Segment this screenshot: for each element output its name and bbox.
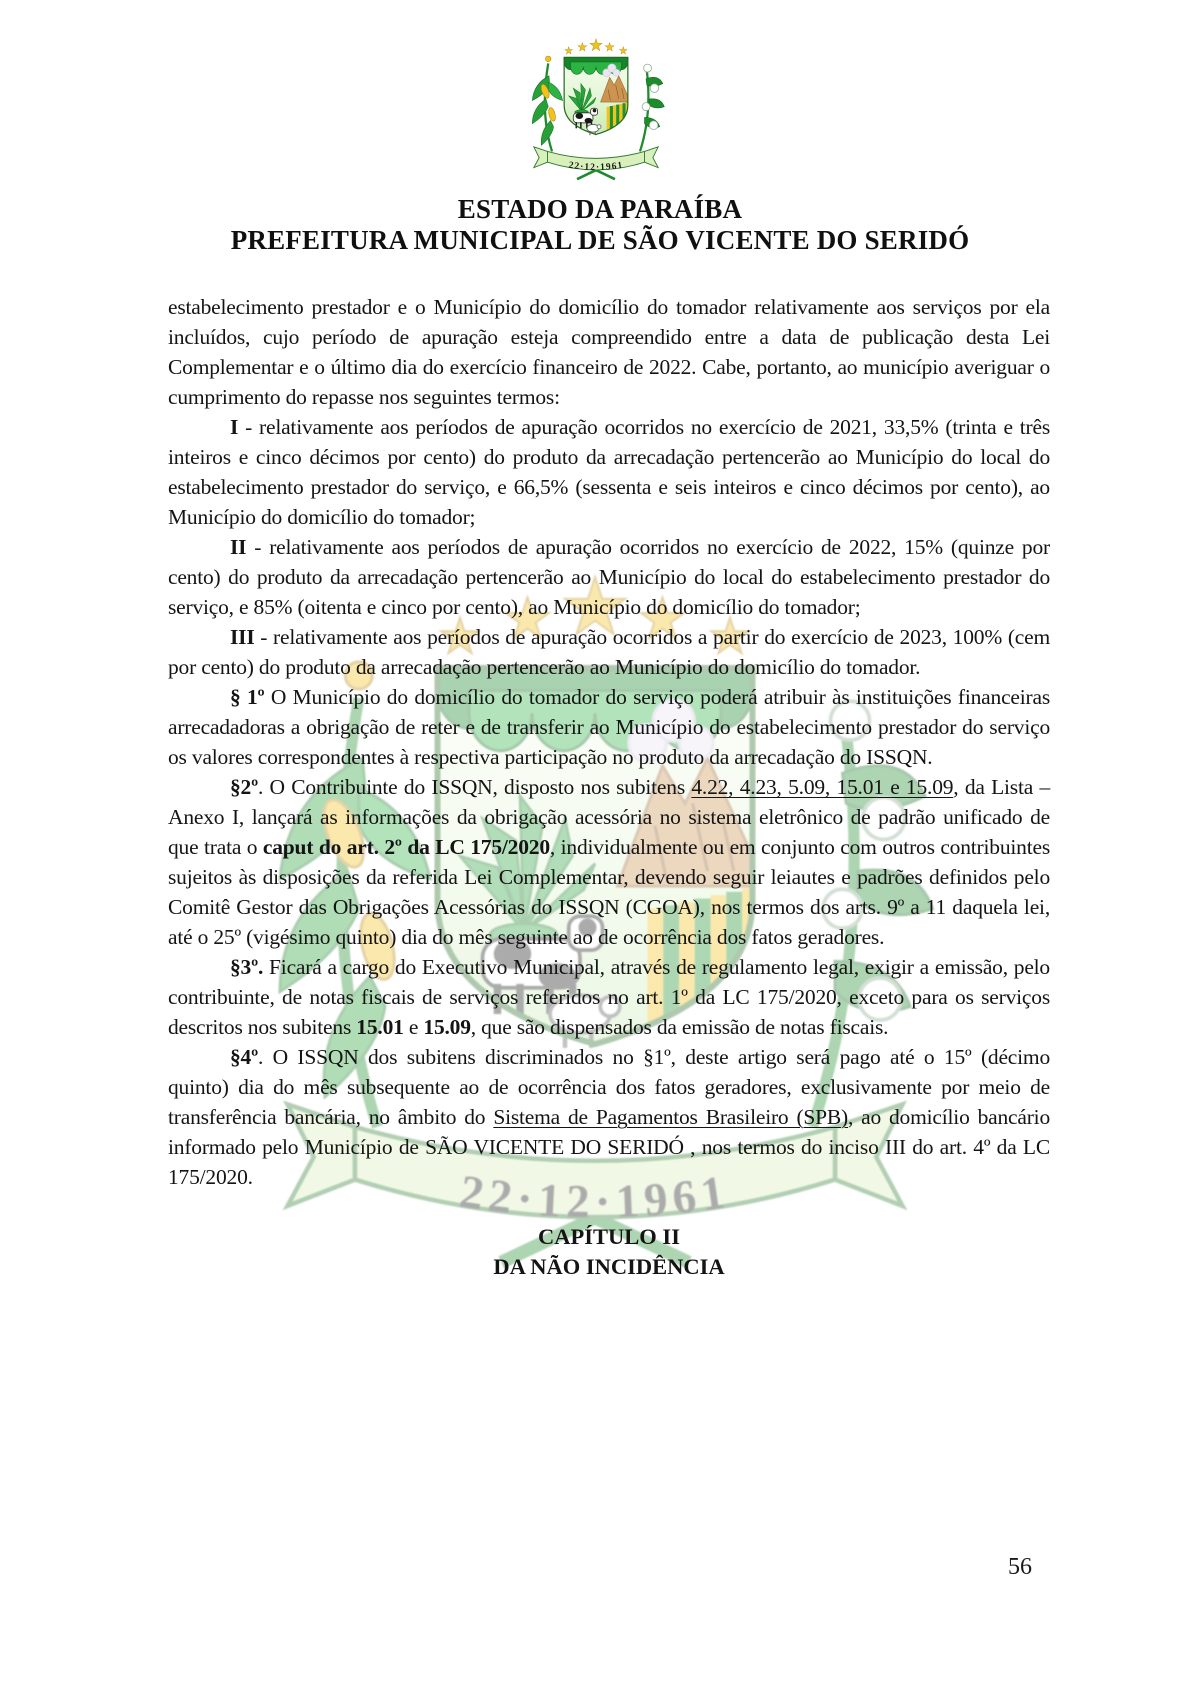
- paragraph: [168, 412, 1050, 532]
- letterhead: [0, 194, 1200, 256]
- text-segment: Sistema de Pagamentos Brasileiro (SPB): [493, 1105, 849, 1129]
- text-segment: I: [230, 415, 239, 439]
- text-segment: §2º: [230, 775, 258, 799]
- text-segment: III: [230, 625, 255, 649]
- text-segment: e: [403, 1015, 424, 1039]
- paragraph: [168, 622, 1050, 682]
- state-title: ESTADO DA PARAÍBA: [457, 194, 743, 224]
- text-segment: Ficará a cargo do Executivo Municipal, através de regulamento legal, exigir a emissão, pelo contribuinte, de notas fiscais de serviços referidos no art. 1º da LC 175/2020, exceto para os serviços descritos nos subitens: [168, 955, 1050, 1039]
- document-body: [168, 292, 1050, 1282]
- chapter-subtitle: DA NÃO INCIDÊNCIA: [493, 1254, 725, 1279]
- text-segment: 15.09: [423, 1015, 471, 1039]
- text-segment: estabelecimento prestador e o Município do domicílio do tomador relativamente aos serviços por ela incluídos, cujo período de apuração esteja compreendido entre a data de publicação desta Lei Complementar e o último dia do exercício financeiro de 2022. Cabe, portanto, ao município averiguar o cumprimento do repasse nos seguintes termos:: [168, 295, 1050, 409]
- text-segment: §4º: [230, 1045, 258, 1069]
- text-segment: caput do art. 2º da LC 175/2020: [262, 835, 550, 859]
- text-segment: , que são dispensados da emissão de notas fiscais.: [470, 1015, 889, 1039]
- text-segment: O Município do domicílio do tomador do serviço poderá atribuir às instituições financeiras arrecadadoras a obrigação de reter e de transferir ao Município do estabelecimento prestador do serviço os valores correspondentes à respectiva participação no produto da arrecadação do ISSQN.: [168, 685, 1050, 769]
- paragraph: [168, 292, 1050, 412]
- page-number: 56: [1008, 1554, 1032, 1580]
- text-segment: § 1º: [230, 685, 265, 709]
- text-segment: 4.22, 4.23, 5.09, 15.01 e 15.09: [691, 775, 954, 799]
- text-segment: 15.01: [356, 1015, 404, 1039]
- paragraph: [168, 952, 1050, 1042]
- text-segment: - relativamente aos períodos de apuração ocorridos no exercício de 2021, 33,5% (trinta e três inteiros e cinco décimos por cento) do produto da arrecadação pertencerão ao Município do local do estabelecimento prestador do serviço, e 66,5% (sessenta e seis inteiros e cinco décimos por cento), ao Município do domicílio do tomador;: [168, 415, 1050, 529]
- text-segment: , ao domicílio bancário informado pelo Município de SÃO VICENTE DO SERIDÓ , nos termos do inciso III do art. 4º da LC 175/2020.: [168, 1105, 1050, 1189]
- chapter-title: CAPÍTULO II: [538, 1224, 680, 1249]
- text-segment: II: [230, 535, 247, 559]
- text-segment: , da Lista – Anexo I, lançará as informações da obrigação acessória no sistema eletrônico de padrão unificado de que trata o: [168, 775, 1051, 859]
- text-segment: - relativamente aos períodos de apuração ocorridos no exercício de 2022, 15% (quinze por cento) do produto da arrecadação pertencerão ao Município do local do estabelecimento prestador do serviço, e 85% (oitenta e cinco por cento), ao Município do domicílio do tomador;: [168, 535, 1050, 619]
- text-segment: . O Contribuinte do ISSQN, disposto nos subitens: [258, 775, 692, 799]
- text-segment: . O ISSQN dos subitens discriminados no §1º, deste artigo será pago até o 15º (décimo quinto) dia do mês subsequente ao de ocorrência dos fatos geradores, exclusivamente por meio de transferência bancária, no âmbito do: [168, 1045, 1050, 1129]
- paragraph: [168, 682, 1050, 772]
- municipality-title: PREFEITURA MUNICIPAL DE SÃO VICENTE DO SERIDÓ: [230, 225, 970, 255]
- paragraph: [168, 772, 1050, 952]
- chapter-heading: [168, 1222, 1050, 1282]
- text-segment: , individualmente ou em conjunto com outros contribuintes sujeitos às disposições da referida Lei Complementar, devendo seguir leiautes e padrões definidos pelo Comitê Gestor das Obrigações Acessórias do ISSQN (CGOA), nos termos dos arts. 9º a 11 daquela lei, até o 25º (vigésimo quinto) dia do mês seguinte ao de ocorrência dos fatos geradores.: [168, 835, 1050, 949]
- coat-of-arms: [505, 28, 687, 190]
- text-segment: - relativamente aos períodos de apuração ocorridos a partir do exercício de 2023, 100% (cem por cento) do produto da arrecadação pertencerão ao Município do domicílio do tomador.: [168, 625, 1050, 679]
- text-segment: §3º.: [230, 955, 264, 979]
- paragraphs: [168, 292, 1050, 1192]
- coat-of-arms-graphic: [505, 28, 687, 190]
- paragraph: [168, 1042, 1050, 1192]
- paragraph: [168, 532, 1050, 622]
